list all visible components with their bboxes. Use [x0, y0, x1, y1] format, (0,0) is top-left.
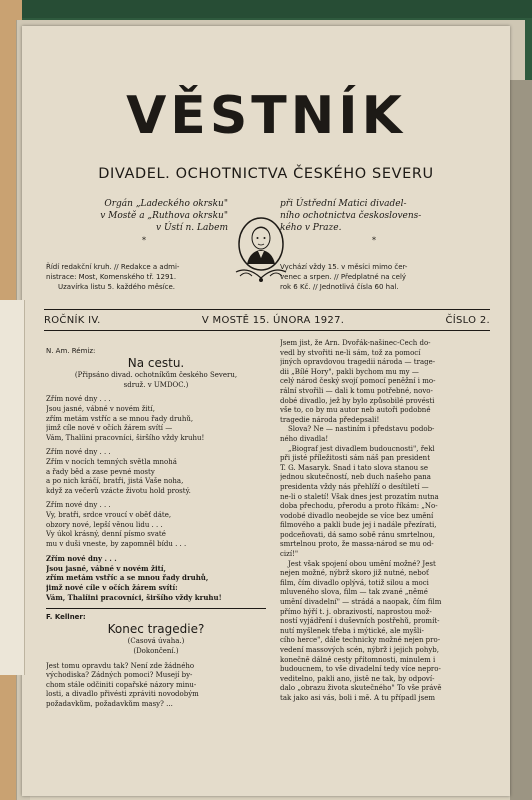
article-line: Slova? Ne — nastiním i představu podob- [288, 425, 435, 434]
article-line: konečně dálné cesty přítomnosti, minulem i [280, 655, 436, 664]
article-line: veditelno, pakli ano, jistě ne tak, by odpoví- [280, 674, 435, 683]
poem-line: Jsou jasné, vábné v novém žití, [46, 563, 166, 573]
issue-line [44, 315, 490, 326]
poem-line: Zřím nové dny . . . [46, 395, 111, 404]
issue-date: V MOSTĚ 15. ÚNORA 1927. [201, 315, 345, 326]
article-line: jiných opravdovou tragedii národa — trage- [280, 358, 436, 367]
article-line: tragedie národa předepsali! [280, 415, 380, 424]
poem-line: když za večerů vzácte životu hold prostý. [46, 486, 191, 495]
article-line: T. G. Masaryk. Snad i tato slova stanou se [280, 463, 429, 472]
subscription-line: rok 6 Kč. // Jednotlivá čísla 60 hal. [280, 283, 399, 291]
poem-line: a po nich kráčí, bratři, jistá Vaše noha, [46, 477, 184, 486]
article-body [46, 662, 266, 710]
poem-line: obzory nové, lepší věnou lidu . . . [46, 520, 163, 529]
poem-dedication: (Připsáno divad. ochotníkům českého Severu, [74, 371, 238, 380]
organ-right-line: ního ochotnictva českoslovens- [280, 211, 422, 221]
article-line: film, čím divadlo oplývá, totiž silou a moci [280, 578, 429, 587]
article-line: presidenta vždy nás přehlíží o desítiletí — [280, 482, 429, 491]
poem-dedication: sdruž. v UMDOČ.) [123, 380, 189, 389]
poem-line: Zřím v nocích temných světla mnohá [46, 457, 177, 466]
article-subtitle: (Dokončení.) [133, 647, 179, 656]
article-line: východiska? Žádných pomoci? Musejí by- [46, 671, 193, 680]
editorial-line: Řídí redakční kruh. // Redakce a admi- [46, 263, 180, 271]
poem-line: jimž nové cíle v očích žárem svítí: [46, 583, 178, 593]
ornament-star: * [372, 236, 376, 245]
folded-page-edge [0, 300, 25, 675]
editorial-info [46, 262, 234, 292]
poem-line: Vy, bratři, srdce vroucí v oběť dáte, [46, 510, 172, 519]
poem-line: zřím metám vstříc a se mnou řady druhů, [46, 573, 209, 583]
article-line: vodobé divadlo neobejde se více bez umění [280, 511, 434, 520]
article-line: jednou skutečností, neb duch našeho pana [280, 473, 431, 482]
organ-left-line: Orgán „Ladeckého okrsku" [104, 199, 228, 209]
article-author: F. Kellner: [46, 613, 86, 622]
article-title: Konec tragedie? [107, 621, 205, 636]
article-line: ného divadla! [280, 434, 329, 443]
article-line: tak jako asi vás, boli i mě. A tu případl jsem [280, 693, 436, 702]
editorial-line: nistrace: Most, Komenského tř. 1291. [46, 273, 177, 281]
poem-line: Vám, Thalíini pracovníci, širšího vždy kruhu! [46, 592, 222, 602]
article-line: vedení massových scén, nýbrž i jejich pohyb, [280, 646, 439, 654]
header-rule-top [44, 309, 490, 310]
article-subtitle: (Časová úvaha.) [127, 637, 185, 646]
poem-line: zřím metám vstříc a se mnou řady druhů, [46, 414, 194, 423]
organ-right-line: kého v Praze. [280, 223, 342, 233]
poem-line: Jsou jasné, vábné v novém žití, [46, 404, 155, 413]
article-line: cího herce", dále technicky možné nejen pro- [280, 636, 441, 645]
organ-left-line: v Mostě a „Ruthova okrsku" [100, 211, 228, 221]
poem-stanza-bold [46, 554, 266, 602]
article-line: chom stále odčiniti copařské názory minu- [46, 680, 197, 689]
article-line: Jest však spojení obou umění možné? Jest [288, 559, 436, 568]
article-line: doba přechodu, přerodu a proto říkám: „No- [280, 502, 438, 511]
poem-line: Zřím nové dny . . . [46, 501, 111, 510]
article-line: umění divadelní" — strádá a naopak, čím film [280, 598, 442, 607]
poem-line: Vám, Thalíini pracovníci, širšího vždy kruhu! [46, 433, 205, 442]
article-line: vedl by stvořiti ne-li sám, tož za pomocí [280, 348, 421, 357]
ornament-star: * [142, 236, 146, 245]
article-divider [46, 608, 266, 609]
header-rule-bottom [44, 330, 490, 331]
poem-line: Vy úkol krásný, denní písmo svaté [46, 530, 166, 539]
organ-note-right [280, 198, 470, 234]
poem-stanza [46, 448, 266, 496]
article-line: dalo „obrazu života skutečného" To vše právě [280, 684, 442, 693]
subscription-line: venec a srpen. // Předplatné na celý [280, 273, 407, 281]
article-line: požadavkům, požadavkům masy? ... [46, 700, 173, 708]
article-line: dobé divadlo, jež by bylo způsobilé provésti [280, 396, 435, 405]
poem-author: N. Am. Rémiz: [46, 347, 96, 355]
subscription-info [280, 262, 470, 292]
article-line: losti, a divadlo přivésti zpráviti novodobým [46, 690, 199, 699]
poem-line: Zřím nové dny . . . [46, 448, 111, 457]
article-line: při jisté příležitosti sám náš pan president [280, 454, 431, 463]
article-line: „Biograf jest divadlem budoucnosti", řekl [288, 444, 435, 453]
article-line: Jsem jist, že Arn. Dvořák-našinec-Čech do- [280, 339, 431, 347]
article-line: smrtelnou proto, že massa-národ se mu od- [280, 540, 434, 549]
article-line: podceňovati, dá samo sobě ránu smrtelnou, [280, 530, 435, 539]
desk-background-top [0, 0, 532, 18]
article-line: vše to, co by mu autor neb autoři podobné [280, 406, 431, 415]
subscription-line: Vychází vždy 15. v měsíci mimo čer- [280, 263, 408, 271]
right-column [280, 339, 490, 704]
article-line: nejen možné, nýbrž skoro již nutné, neboť [280, 569, 429, 578]
article-line: dii „Bílé Hory", pakli bychom mu my — [280, 367, 419, 376]
poem-line: jimž cíle nové v očích žárem svítí — [46, 424, 173, 433]
newspaper-page [22, 26, 510, 796]
article-line: nutí myšlenek třeba i mýtické, ale myšli- [280, 626, 424, 635]
editorial-line: Uzavírka listu 5. každého měsíce. [58, 283, 176, 291]
article-line: mluveného slova, film — tak zvané „němé [280, 588, 428, 597]
poem-stanza [46, 395, 266, 443]
poem-line: Zřím nové dny . . . [46, 554, 117, 564]
volume-label: ROČNÍK IV. [44, 315, 101, 326]
organ-left-line: v Ústí n. Labem [156, 223, 228, 233]
poem-line: mu v duši vneste, by zapomněl bídu . . . [46, 539, 187, 548]
article-line: přímo hýří t. j. obrazivostí, naprostou mož- [280, 607, 432, 616]
poem-stanza [46, 501, 266, 549]
masthead-title: VĚSTNÍK [126, 86, 406, 146]
poem-title: Na cestu. [127, 355, 185, 370]
organ-right-line: při Ústřední Matici divadel- [280, 199, 407, 209]
article-line: rální stvořili — dali k tomu potřebné, novo- [280, 386, 433, 395]
issue-number: ČÍSLO 2. [445, 315, 490, 326]
organ-note-left [50, 198, 228, 234]
left-column [46, 347, 266, 710]
article-line: filmového a pakli bude jej i nadále přezírati, [280, 521, 437, 530]
masthead-subtitle: DIVADEL. OCHOTNICTVA ČESKÉHO SEVERU [98, 166, 434, 182]
article-line: budoucnem, to vše divadelní tedy více nepro- [280, 665, 441, 674]
poem-line: a řady běd a zase pevné mosty [46, 467, 155, 476]
article-line: celý národ český svojí pomocí peněžní i mo- [280, 377, 436, 386]
article-line: Jest tomu opravdu tak? Není zde žádného [46, 661, 195, 670]
article-line: ností vyjádření i duševních postřehů, promít- [280, 617, 440, 626]
article-line: ne-li o staletí! Však dnes jest prozatím nutna [280, 492, 439, 501]
article-line: cizí!" [280, 550, 299, 559]
